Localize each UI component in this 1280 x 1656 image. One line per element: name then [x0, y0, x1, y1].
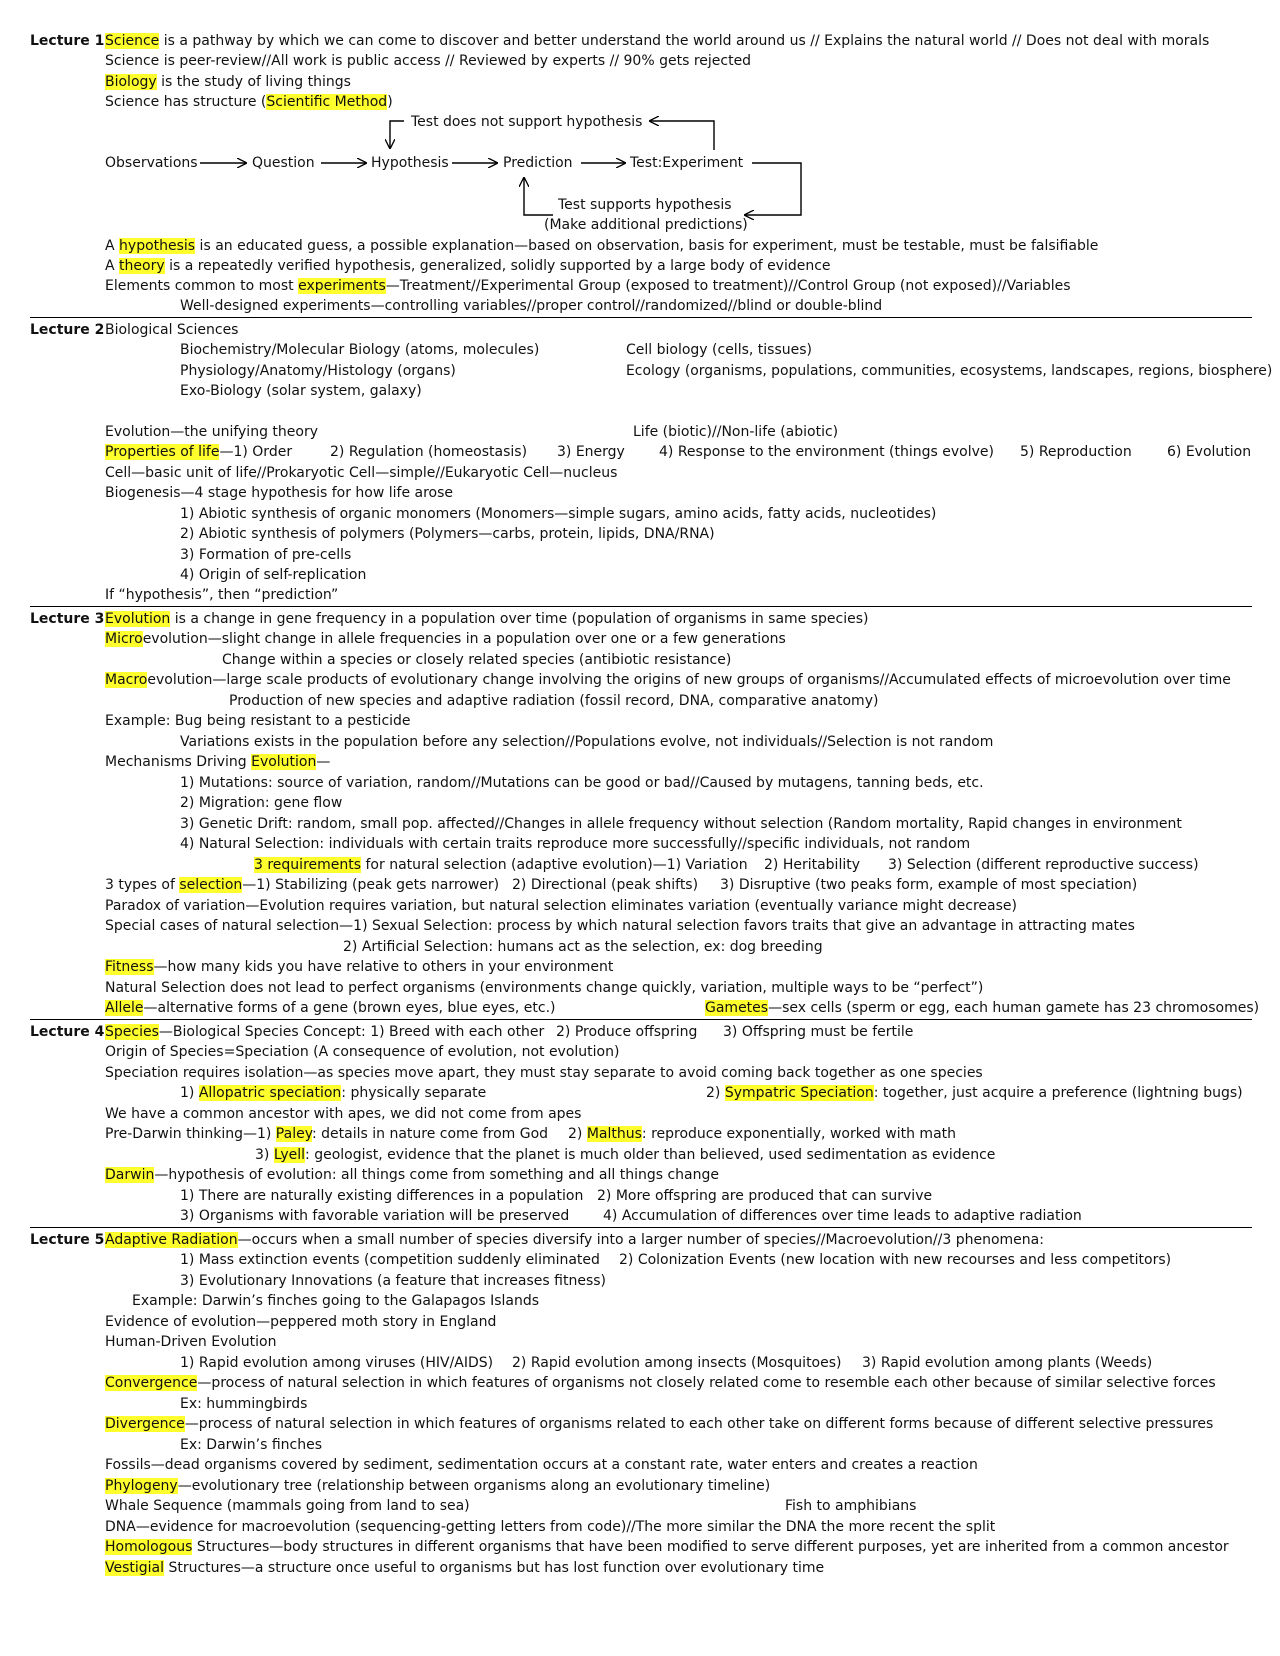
microevolution-line: Microevolution—slight change in allele frequencies in a population over one or a few generations [105, 631, 786, 647]
phylogeny-line: Phylogeny—evolutionary tree (relationship between organisms along an evolutionary timeline) [105, 1478, 771, 1494]
evolution-unifying-line: Evolution—the unifying theory [105, 424, 318, 440]
highlight-term: Biology [105, 74, 157, 90]
finches-example-line: Example: Darwin’s finches going to the Galapagos Islands [132, 1293, 540, 1309]
lecture-divider [30, 317, 1252, 318]
colonization-line: 2) Colonization Events (new location with new recourses and less competitors) [619, 1252, 1172, 1268]
property-regulation: 2) Regulation (homeostasis) [330, 444, 528, 460]
lecture-5-label: Lecture 5 [30, 1232, 105, 1248]
allele-line: Allele—alternative forms of a gene (brown eyes, blue eyes, etc.) [105, 1000, 556, 1016]
origin-of-species-line: Origin of Species=Speciation (A consequence of evolution, not evolution) [105, 1044, 620, 1060]
flow-arrows [0, 0, 1280, 240]
biogenesis-line: Biogenesis—4 stage hypothesis for how life arose [105, 485, 454, 501]
lecture-4-label: Lecture 4 [30, 1024, 105, 1040]
requirements-line: 3 requirements for natural selection (adaptive evolution)—1) Variation [254, 857, 748, 873]
highlight-term: Micro [105, 631, 143, 647]
highlight-term: Homologous [105, 1539, 193, 1555]
biogenesis-step-3: 3) Formation of pre-cells [180, 547, 352, 563]
rapid-insects: 2) Rapid evolution among insects (Mosquitoes) [512, 1355, 842, 1371]
highlight-term: theory [119, 258, 165, 274]
dna-line: DNA—evidence for macroevolution (sequencing-getting letters from code)//The more similar the DNA the more recent the split [105, 1519, 996, 1535]
experiments-line: Elements common to most experiments—Treatment//Experimental Group (exposed to treatment)//Control Group (not exposed)//Variables [105, 278, 1071, 294]
highlight-term: Allele [105, 1000, 144, 1016]
adaptive-radiation-line: Adaptive Radiation—occurs when a small number of species diversify into a larger number of species//Macroevolution//3 phenomena: [105, 1232, 1044, 1248]
flow-supports-label: Test supports hypothesis [558, 197, 732, 213]
paradox-line: Paradox of variation—Evolution requires variation, but natural selection eliminates variation (eventually variance might decrease) [105, 898, 1017, 914]
darwin-point-2: 2) More offspring are produced that can survive [597, 1188, 933, 1204]
hypothesis-definition: A hypothesis is an educated guess, a possible explanation—based on observation, basis for experiment, must be testable, must be falsifiable [105, 238, 1099, 254]
highlight-term: selection [179, 877, 243, 893]
highlight-term: Evolution [105, 611, 171, 627]
fitness-line: Fitness—how many kids you have relative to others in your environment [105, 959, 614, 975]
flow-not-support-label: Test does not support hypothesis [411, 114, 643, 130]
evolution-definition: Evolution is a change in gene frequency in a population over time (population of organisms in same species) [105, 611, 869, 627]
mechanism-drift: 3) Genetic Drift: random, small pop. affected//Changes in allele frequency without selection (Random mortality, Rapid changes in environment [180, 816, 1182, 832]
property-evolution: 6) Evolution [1167, 444, 1252, 460]
flow-prediction: Prediction [503, 155, 573, 171]
selection-directional: 2) Directional (peak shifts) [512, 877, 699, 893]
highlight-term: Adaptive Radiation [105, 1232, 238, 1248]
darwins-finches-line: Ex: Darwin’s finches [180, 1437, 322, 1453]
flow-question: Question [252, 155, 315, 171]
highlight-term: Lyell [273, 1147, 306, 1163]
rapid-plants: 3) Rapid evolution among plants (Weeds) [862, 1355, 1153, 1371]
ecology-line: Ecology (organisms, populations, communities, ecosystems, landscapes, regions, biosphere) [626, 363, 1273, 379]
vestigial-line: Vestigial Structures—a structure once useful to organisms but has lost function over evolutionary time [105, 1560, 825, 1576]
highlight-term: experiments [298, 278, 386, 294]
innovations-line: 3) Evolutionary Innovations (a feature that increases fitness) [180, 1273, 606, 1289]
arrow-not-support-loop [650, 121, 714, 150]
darwin-point-1: 1) There are naturally existing differences in a population [180, 1188, 584, 1204]
peppered-moth-line: Evidence of evolution—peppered moth story in England [105, 1314, 497, 1330]
science-definition: Science is a pathway by which we can come to discover and better understand the world around us // Explains the natural world // Does not deal with morals [105, 33, 1210, 49]
speciation-isolation-line: Speciation requires isolation—as species move apart, they must stay separate to avoid coming back together as one species [105, 1065, 983, 1081]
gametes-line: Gametes—sex cells (sperm or egg, each human gamete has 23 chromosomes) [705, 1000, 1260, 1016]
highlight-term: Paley [275, 1126, 312, 1142]
artificial-selection-line: 2) Artificial Selection: humans act as the selection, ex: dog breeding [343, 939, 823, 955]
homologous-line: Homologous Structures—body structures in different organisms that have been modified to serve different purposes, yet are inherited from a common ancestor [105, 1539, 1229, 1555]
highlight-term: Properties of life [105, 444, 220, 460]
species-fertile: 3) Offspring must be fertile [723, 1024, 914, 1040]
biological-sciences-heading: Biological Sciences [105, 322, 239, 338]
special-cases-line: Special cases of natural selection—1) Sexual Selection: process by which natural selection favors traits that give an advantage in attracting mates [105, 918, 1135, 934]
highlight-term: Darwin [105, 1167, 155, 1183]
microevolution-detail: Change within a species or closely related species (antibiotic resistance) [222, 652, 732, 668]
life-nonlife-line: Life (biotic)//Non-life (abiotic) [633, 424, 839, 440]
mechanism-mutations: 1) Mutations: source of variation, random//Mutations can be good or bad//Caused by mutagens, tanning beds, etc. [180, 775, 984, 791]
well-designed-line: Well-designed experiments—controlling variables//proper control//randomized//blind or double-blind [180, 298, 883, 314]
malthus-line: 2) Malthus: reproduce exponentially, worked with math [568, 1126, 957, 1142]
biology-definition: Biology is the study of living things [105, 74, 351, 90]
biogenesis-step-4: 4) Origin of self-replication [180, 567, 367, 583]
flow-observations: Observations [105, 155, 198, 171]
highlight-term: Convergence [105, 1375, 198, 1391]
perfect-organisms-line: Natural Selection does not lead to perfect organisms (environments change quickly, variation, multiple ways to be “perfect”) [105, 980, 984, 996]
highlight-term: Fitness [105, 959, 154, 975]
lecture-divider [30, 1019, 1252, 1020]
highlight-term: Vestigial [105, 1560, 165, 1576]
human-driven-heading: Human-Driven Evolution [105, 1334, 277, 1350]
hummingbirds-line: Ex: hummingbirds [180, 1396, 308, 1412]
selection-disruptive: 3) Disruptive (two peaks form, example of most speciation) [720, 877, 1138, 893]
lecture-divider [30, 606, 1252, 607]
whale-sequence-line: Whale Sequence (mammals going from land to sea) [105, 1498, 470, 1514]
selection-types-line: 3 types of selection—1) Stabilizing (peak gets narrower) [105, 877, 500, 893]
common-ancestor-line: We have a common ancestor with apes, we did not come from apes [105, 1106, 582, 1122]
requirement-selection: 3) Selection (different reproductive success) [888, 857, 1199, 873]
lecture-3-label: Lecture 3 [30, 611, 105, 627]
mechanism-selection: 4) Natural Selection: individuals with certain traits reproduce more successfully//specific individuals, not random [180, 836, 971, 852]
highlight-term: Allopatric speciation [198, 1085, 342, 1101]
fish-amphibians-line: Fish to amphibians [785, 1498, 917, 1514]
highlight-term: Malthus [586, 1126, 642, 1142]
properties-of-life-line: Properties of life—1) Order [105, 444, 293, 460]
if-then-line: If “hypothesis”, then “prediction” [105, 587, 339, 603]
pre-darwin-line: Pre-Darwin thinking—1) Paley: details in nature come from God [105, 1126, 549, 1142]
fossils-line: Fossils—dead organisms covered by sediment, sedimentation occurs at a constant rate, water enters and creates a reaction [105, 1457, 978, 1473]
highlight-term: Sympatric Speciation [724, 1085, 874, 1101]
variations-line: Variations exists in the population before any selection//Populations evolve, not individuals//Selection is not random [180, 734, 994, 750]
sympatric-line: 2) Sympatric Speciation: together, just acquire a preference (lightning bugs) [706, 1085, 1243, 1101]
highlight-term: Species [105, 1024, 159, 1040]
darwin-point-3: 3) Organisms with favorable variation will be preserved [180, 1208, 570, 1224]
arrow-test-supports [745, 163, 801, 215]
mechanisms-heading: Mechanisms Driving Evolution— [105, 754, 331, 770]
species-offspring: 2) Produce offspring [556, 1024, 698, 1040]
biogenesis-step-2: 2) Abiotic synthesis of polymers (Polymers—carbs, protein, lipids, DNA/RNA) [180, 526, 715, 542]
mechanism-migration: 2) Migration: gene flow [180, 795, 343, 811]
requirement-heritability: 2) Heritability [764, 857, 861, 873]
lyell-line: 3) Lyell: geologist, evidence that the planet is much older than believed, used sedimentation as evidence [255, 1147, 996, 1163]
example-line: Example: Bug being resistant to a pesticide [105, 713, 411, 729]
highlight-term: Scientific Method [266, 94, 388, 110]
lecture-1-label: Lecture 1 [30, 33, 105, 49]
highlight-term: Gametes [705, 1000, 769, 1016]
highlight-term: Evolution [251, 754, 317, 770]
lecture-divider [30, 1227, 1252, 1228]
allopatric-line: 1) Allopatric speciation: physically separate [180, 1085, 487, 1101]
highlight-term: 3 requirements [254, 857, 362, 873]
arrow-to-hypothesis [390, 121, 404, 148]
rapid-viruses: 1) Rapid evolution among viruses (HIV/AIDS) [180, 1355, 494, 1371]
lecture-2-label: Lecture 2 [30, 322, 105, 338]
property-response: 4) Response to the environment (things evolve) [659, 444, 994, 460]
species-line: Species—Biological Species Concept: 1) Breed with each other [105, 1024, 545, 1040]
biochemistry-line: Biochemistry/Molecular Biology (atoms, molecules) [180, 342, 540, 358]
property-reproduction: 5) Reproduction [1020, 444, 1132, 460]
highlight-term: hypothesis [119, 238, 196, 254]
flow-test-experiment: Test:Experiment [630, 155, 744, 171]
scientific-method-line: Science has structure (Scientific Method) [105, 94, 393, 110]
cell-biology-line: Cell biology (cells, tissues) [626, 342, 812, 358]
flow-additional-label: (Make additional predictions) [544, 217, 748, 233]
darwin-line: Darwin—hypothesis of evolution: all things come from something and all things change [105, 1167, 720, 1183]
mass-extinction-line: 1) Mass extinction events (competition suddenly eliminated [180, 1252, 600, 1268]
exobiology-line: Exo-Biology (solar system, galaxy) [180, 383, 422, 399]
biogenesis-step-1: 1) Abiotic synthesis of organic monomers (Monomers—simple sugars, amino acids, fatty acids, nucleotides) [180, 506, 937, 522]
macroevolution-line: Macroevolution—large scale products of evolutionary change involving the origins of new groups of organisms//Accumulated effects of microevolution over time [105, 672, 1231, 688]
highlight-term: Divergence [105, 1416, 185, 1432]
darwin-point-4: 4) Accumulation of differences over time leads to adaptive radiation [603, 1208, 1082, 1224]
physiology-line: Physiology/Anatomy/Histology (organs) [180, 363, 456, 379]
arrow-to-prediction [524, 178, 553, 215]
highlight-term: Macro [105, 672, 148, 688]
cell-line: Cell—basic unit of life//Prokaryotic Cell—simple//Eukaryotic Cell—nucleus [105, 465, 618, 481]
divergence-line: Divergence—process of natural selection in which features of organisms related to each other take on different forms because of different selective pressures [105, 1416, 1214, 1432]
macroevolution-detail: Production of new species and adaptive radiation (fossil record, DNA, comparative anatomy) [229, 693, 879, 709]
peer-review-line: Science is peer-review//All work is public access // Reviewed by experts // 90% gets rejected [105, 53, 752, 69]
highlight-term: Science [105, 33, 160, 49]
theory-definition: A theory is a repeatedly verified hypothesis, generalized, solidly supported by a large body of evidence [105, 258, 831, 274]
flow-hypothesis: Hypothesis [371, 155, 449, 171]
convergence-line: Convergence—process of natural selection in which features of organisms not closely related come to resemble each other because of similar selective forces [105, 1375, 1216, 1391]
property-energy: 3) Energy [557, 444, 625, 460]
highlight-term: Phylogeny [105, 1478, 178, 1494]
